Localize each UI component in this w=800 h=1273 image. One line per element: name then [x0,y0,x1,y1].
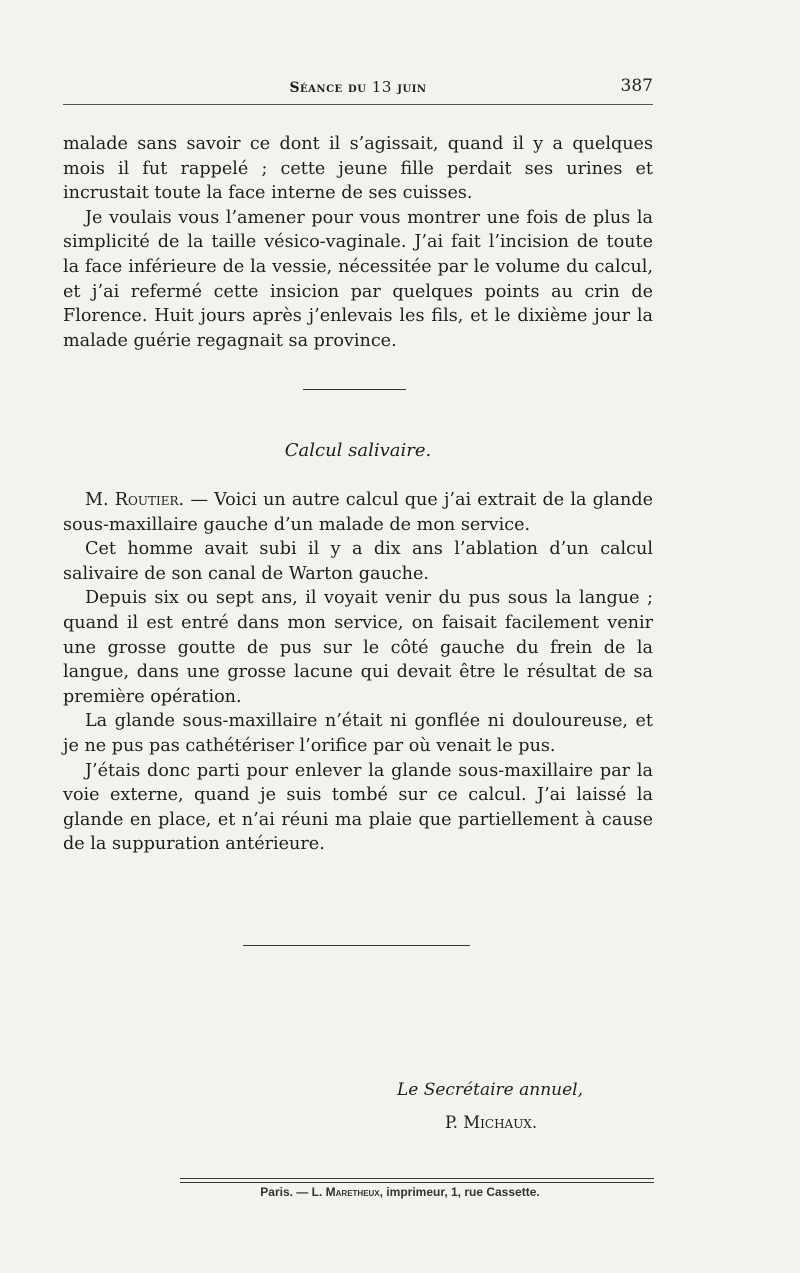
header-title-num: 13 [371,78,392,96]
body-paragraph-1 [63,488,653,537]
body-paragraph-4: La glande sous-maxillaire n’était ni gonflée ni douloureuse, et je ne pus pas cathétériser l’orifice par où venait le pus. [63,711,653,756]
printer-imprint [100,1185,700,1199]
end-divider [243,945,470,946]
section-title: Calcul salivaire. [284,440,432,461]
section-divider [303,389,406,390]
running-header [63,78,653,102]
speaker-prefix: M. [85,490,115,510]
intro-paragraph-1: malade sans savoir ce dont il s’agissait, quand il y a quelques mois il fut rappelé ; cette jeune fille perdait ses urines et incrustait toute la face interne de ses cuisses. [63,134,653,204]
header-title-post: juin [391,80,427,96]
body-paragraph-3: Depuis six ou sept ans, il voyait venir du pus sous la langue ; quand il est entré dans mon service, on faisait facilement venir une grosse goutte de pus sur le côté gauche du frein de la langue, dans une grosse lacune qui devait être le résultat de sa première opération. [63,588,653,707]
body-paragraph-2: Cet homme avait subi il y a dix ans l’ablation d’un calcul salivaire de son canal de Warton gauche. [63,539,653,584]
body-paragraph-1-text: Voici un autre calcul que j’ai extrait de la glande sous-maxillaire gauche d’un malade de mon service. [63,490,654,535]
intro-paragraph-2: Je voulais vous l’amener pour vous montrer une fois de plus la simplicité de la taille vésico-vaginale. J’ai fait l’incision de toute la face inférieure de la vessie, nécessitée par le volume du calcul, et j’ai refermé cette insicion par quelques points au crin de Florence. Huit jours après j’enlevais les fils, et le dixième jour la malade guérie regagnait sa province. [63,207,653,351]
imprint-name: Maretheux [325,1185,380,1199]
speaker-name: Routier [114,490,179,510]
speaker-suffix: . — [178,490,215,510]
body-paragraph-5: J’étais donc parti pour enlever la glande sous-maxillaire par la voie externe, quand je suis tombé sur ce calcul. J’ai laissé la glande en place, et n’ai réuni ma plaie que partiellement à cause de la suppuration antérieure. [63,760,653,855]
header-title-pre: Séance du [289,80,372,96]
imprint-pre: Paris. — L. [260,1185,326,1199]
signature-name: P. Michaux. [445,1113,538,1132]
footer-rule-bottom [180,1182,654,1183]
section-body [63,488,653,857]
header-rule [63,104,653,105]
imprint-post: , imprimeur, 1, rue Cassette. [379,1185,540,1199]
footer-rule-top [180,1178,654,1179]
header-title [63,78,653,96]
intro-text [63,132,653,353]
page-number: 387 [620,76,653,96]
signature-title: Le Secrétaire annuel, [396,1080,583,1100]
